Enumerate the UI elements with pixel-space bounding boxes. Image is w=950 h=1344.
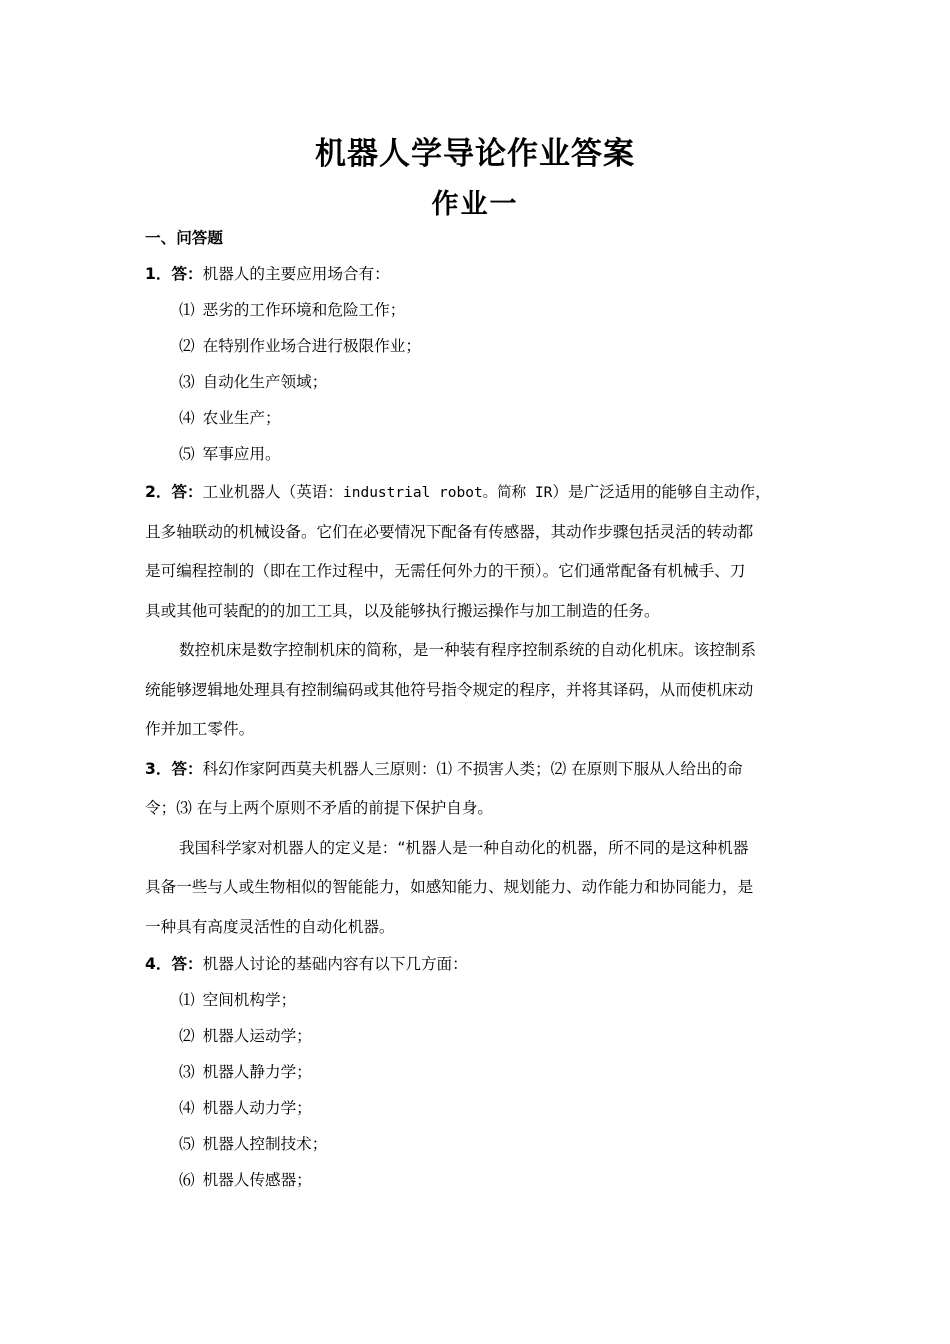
q2-line-1 — [145, 474, 813, 514]
list-item-text: 恶劣的工作环境和危险工作； — [202, 301, 406, 319]
q3-paragraph2-line-2: 具备一些与人或生物相似的智能能力，如感知能力、规划能力、动作能力和协同能力，是 — [145, 878, 754, 896]
list-item-number: ⑸ — [179, 445, 195, 463]
list-item-text: 机器人动力学； — [202, 1099, 312, 1117]
document-subtitle: 作业一 — [431, 189, 519, 220]
list-item-number: ⑶ — [179, 373, 195, 391]
q3-paragraph2-line-3: 一种具有高度灵活性的自动化机器。 — [145, 917, 395, 936]
q2-text-b: ）是广泛适用的能够自主动作， — [552, 483, 771, 501]
list-item-number: ⑵ — [179, 1027, 195, 1045]
q4-line — [145, 948, 813, 984]
list-item-number: ⑹ — [179, 1171, 195, 1189]
list-item-number: ⑵ — [179, 337, 195, 355]
list-item-text: 机器人静力学； — [202, 1063, 312, 1081]
list-item-number: ⑶ — [179, 1063, 195, 1081]
list-item-text: 军事应用。 — [202, 445, 281, 463]
q1-text: 机器人的主要应用场合有： — [202, 265, 390, 283]
q2-paragraph2-line-3: 作并加工零件。 — [145, 720, 255, 738]
q2-line-4: 具或其他可装配的的加工工具，以及能够执行搬运操作与加工制造的任务。 — [145, 601, 660, 620]
list-item — [145, 402, 813, 438]
list-item-number: ⑷ — [179, 1099, 195, 1117]
list-item — [145, 1164, 813, 1200]
q4-label: 4．答： — [145, 955, 203, 973]
q3-line-2: 令；⑶ 在与上两个原则不矛盾的前提下保护自身。 — [145, 799, 494, 817]
list-item-number: ⑴ — [179, 991, 195, 1009]
list-item-text: 机器人运动学； — [202, 1027, 312, 1045]
q2-paragraph2-line-2: 统能够逻辑地处理具有控制编码或其他符号指令规定的程序，并将其译码，从而使机床动 — [145, 680, 754, 699]
q3-paragraph2-line-1: 我国科学家对机器人的定义是：“机器人是一种自动化的机器，所不同的是这种机器 — [179, 838, 749, 857]
list-item-text: 机器人控制技术； — [202, 1135, 328, 1153]
list-item — [145, 1092, 813, 1128]
q3-line-1 — [145, 751, 813, 791]
list-item-text: 在特别作业场合进行极限作业； — [202, 337, 421, 355]
q2-line-2: 且多轴联动的机械设备。它们在必要情况下配备有传感器，其动作步骤包括灵活的转动都 — [145, 522, 754, 541]
q2-text-a: 工业机器人（英语： — [202, 483, 343, 501]
list-item-text: 机器人传感器； — [202, 1171, 312, 1189]
q2-label: 2．答： — [145, 483, 203, 501]
list-item-text: 农业生产； — [202, 409, 281, 427]
list-item-number: ⑴ — [179, 301, 195, 319]
q1-line — [145, 258, 813, 294]
list-item — [145, 438, 813, 474]
list-item — [145, 366, 813, 402]
document-title: 机器人学导论作业答案 — [315, 136, 635, 172]
q2-line-3: 是可编程控制的（即在工作过程中，无需任何外力的干预）。它们通常配备有机械手、刀 — [145, 562, 746, 580]
q2-paragraph2-line-1: 数控机床是数字控制机床的简称，是一种装有程序控制系统的自动化机床。该控制系 — [179, 641, 756, 659]
list-item — [145, 294, 813, 330]
list-item — [145, 1020, 813, 1056]
list-item-text: 空间机构学； — [202, 991, 297, 1009]
q3-label: 3．答： — [145, 759, 203, 778]
document-body — [145, 222, 813, 1200]
q3-text: 科幻作家阿西莫夫机器人三原则：⑴ 不损害人类；⑵ 在原则下服从人给出的命 — [202, 759, 743, 778]
list-item-number: ⑸ — [179, 1135, 195, 1153]
q1-label: 1．答： — [145, 265, 203, 283]
list-item — [145, 1056, 813, 1092]
list-item — [145, 1128, 813, 1164]
list-item — [145, 984, 813, 1020]
list-item — [145, 330, 813, 366]
list-item-text: 自动化生产领域； — [202, 373, 328, 391]
section-heading: 一、问答题 — [145, 229, 223, 247]
q4-text: 机器人讨论的基础内容有以下几方面： — [202, 955, 468, 973]
list-item-number: ⑷ — [179, 409, 195, 427]
q2-text-english: industrial robot。简称 IR — [343, 485, 553, 501]
